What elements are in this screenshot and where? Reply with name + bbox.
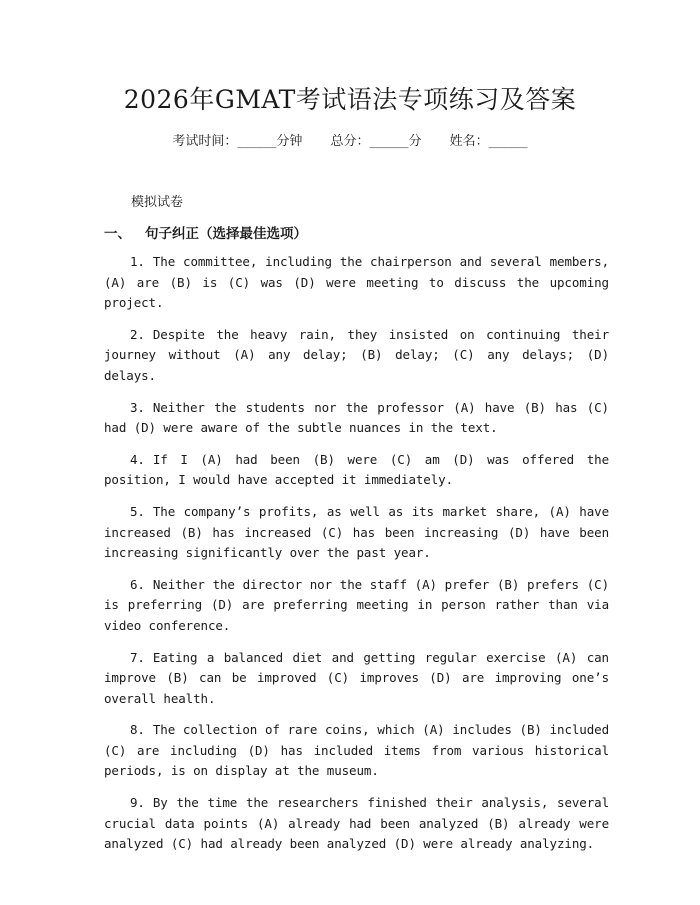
section-number: 一、 (104, 226, 131, 242)
question-text: Eating a balanced diet and getting regular exercise (A) can improve (B) can be improved (C) improves (D) are improving one’s overall health. (104, 649, 609, 706)
question-number: 8. (130, 722, 145, 738)
question-text: By the time the researchers finished their analysis, several crucial data points (A) already had been analyzed (B) already were analyzed (C) had already been analyzed (D) were already analyzing. (104, 795, 609, 852)
question-text: The committee, including the chairperson and several members, (A) are (B) is (C) was (D) were meeting to discuss the upcoming project. (104, 254, 609, 311)
question-item (104, 648, 609, 710)
question-number: 9. (130, 795, 145, 811)
question-number: 1. (130, 254, 145, 269)
question-text: Neither the students nor the professor (A) have (B) has (C) had (D) were aware of the subtle nuances in the text. (104, 399, 609, 436)
document-title: 2026年GMAT考试语法专项练习及答案 (123, 85, 577, 114)
question-text: Neither the director nor the staff (A) prefer (B) prefers (C) is preferring (D) are preferring meeting in person rather than via video conference. (104, 576, 609, 633)
question-text: The collection of rare coins, which (A) includes (B) included (C) are including (D) has included items from various historical periods, is on display at the museum. (104, 722, 609, 779)
question-number: 7. (130, 649, 145, 665)
question-list (104, 252, 609, 866)
document-subtitle: 模拟试卷 (131, 195, 184, 210)
student-name-label: 姓名：______ (449, 134, 528, 149)
question-number: 4. (130, 451, 145, 467)
question-number: 6. (130, 576, 145, 592)
question-item (104, 325, 609, 387)
question-item (104, 252, 609, 314)
question-item (104, 575, 609, 637)
question-item (104, 398, 609, 439)
exam-time-label: 考试时间：______分钟 (172, 134, 303, 149)
question-item (104, 450, 609, 491)
question-text: The company’s profits, as well as its market share, (A) have increased (B) has increased (C) has been increasing (D) have been increasing significantly over the past year. (104, 503, 609, 561)
section-heading (104, 222, 307, 242)
exam-meta (0, 130, 700, 149)
question-text: Despite the heavy rain, they insisted on continuing their journey without (A) any delay; (B) delay; (C) any delays; (D) delays. (104, 326, 609, 383)
total-score-label: 总分：______分 (330, 134, 422, 149)
question-number: 2. (130, 326, 145, 342)
question-text: If I (A) had been (B) were (C) am (D) was offered the position, I would have accepted it immediately. (104, 451, 609, 488)
question-item (104, 720, 609, 782)
question-item (104, 502, 609, 564)
question-number: 3. (130, 399, 145, 415)
question-item (104, 793, 609, 855)
section-title: 句子纠正（选择最佳选项） (145, 226, 307, 242)
question-number: 5. (130, 503, 145, 519)
